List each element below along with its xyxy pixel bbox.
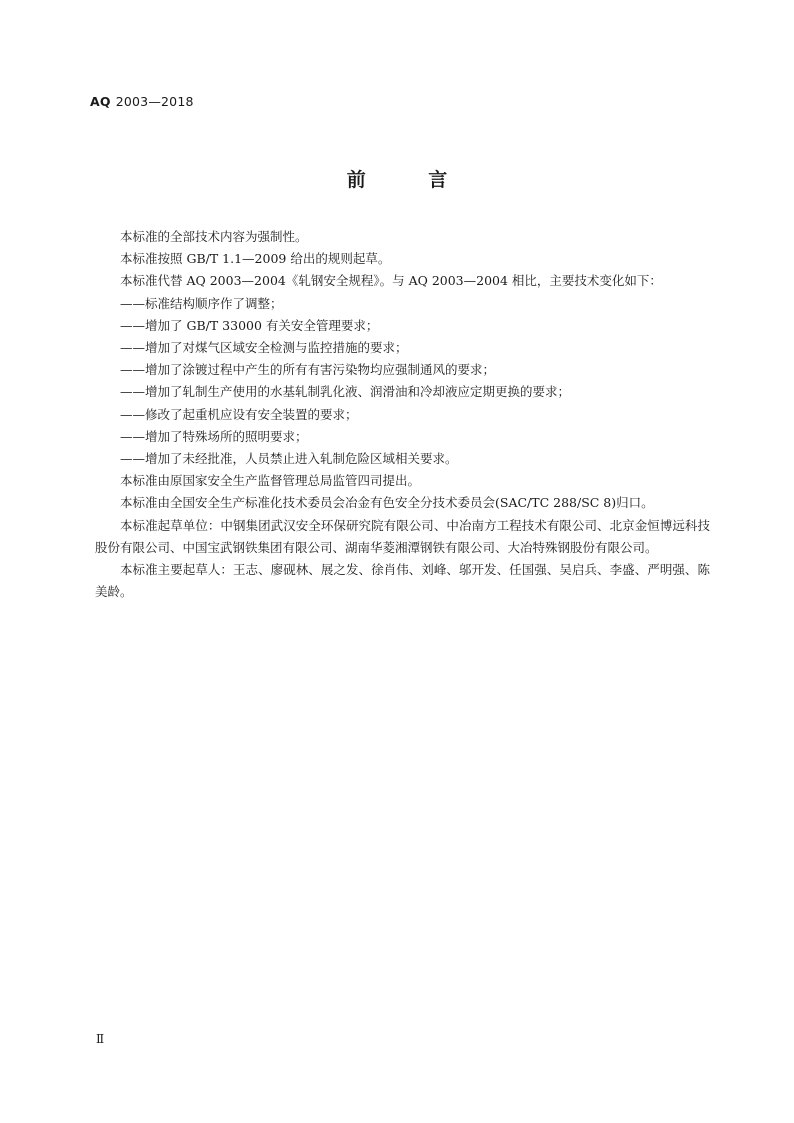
page-title: 前 言 — [346, 169, 476, 191]
change-item: ——增加了对煤气区域安全检测与监控措施的要求； — [120, 340, 408, 356]
paragraph-replaces: 本标准代替 AQ 2003—2004《轧钢安全规程》。与 AQ 2003—2004 相比，主要技术变化如下： — [120, 273, 662, 289]
change-item: ——修改了起重机应设有安全装置的要求； — [120, 406, 358, 422]
change-item: ——增加了特殊场所的照明要求； — [120, 428, 308, 444]
paragraph-drafting-units: 本标准起草单位：中钢集团武汉安全环保研究院有限公司、中冶南方工程技术有限公司、北京金恒博远科技股份有限公司、中国宝武钢铁集团有限公司、湖南华菱湘潭钢铁有限公司、大冶特殊钢股份有限公司。 — [95, 517, 710, 555]
standard-number: 2003—2018 — [115, 94, 194, 109]
foreword-body — [95, 226, 710, 603]
paragraph-drafters: 本标准主要起草人：王志、廖砚林、展之发、徐肖伟、刘峰、邬开发、任国强、吴启兵、李盛、严明强、陈美龄。 — [95, 562, 710, 600]
paragraph-mandatory: 本标准的全部技术内容为强制性。 — [120, 229, 308, 244]
document-header — [90, 94, 194, 109]
paragraph-centralized-by: 本标准由全国安全生产标准化技术委员会冶金有色安全分技术委员会(SAC/TC 288/SC 8)归口。 — [120, 495, 654, 511]
change-item: ——增加了未经批准，人员禁止进入轧制危险区域相关要求。 — [120, 451, 458, 467]
change-item: ——增加了涂镀过程中产生的所有有害污染物均应强制通风的要求； — [120, 362, 496, 378]
change-item: ——增加了轧制生产使用的水基轧制乳化液、润滑油和冷却液应定期更换的要求； — [120, 384, 571, 400]
standard-code: AQ — [90, 94, 111, 109]
paragraph-drafting-rules: 本标准按照 GB/T 1.1—2009 给出的规则起草。 — [120, 251, 391, 267]
change-item: ——增加了 GB/T 33000 有关安全管理要求； — [120, 317, 379, 333]
page-number: Ⅱ — [96, 1032, 105, 1046]
paragraph-proposed-by: 本标准由原国家安全生产监督管理总局监管四司提出。 — [120, 473, 421, 489]
change-item: ——标准结构顺序作了调整； — [120, 295, 283, 311]
